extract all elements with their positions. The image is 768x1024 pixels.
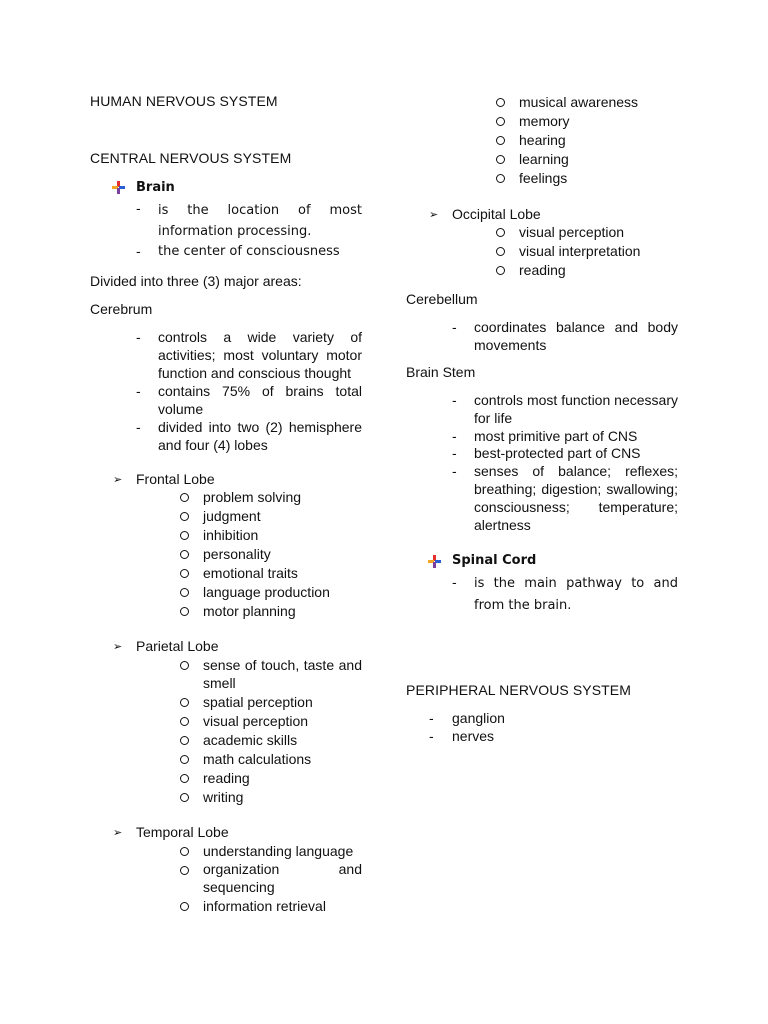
brain-point-2: the center of consciousness [158, 244, 340, 259]
dash-bullet: - [136, 202, 141, 217]
cns-heading: CENTRAL NERVOUS SYSTEM [90, 150, 292, 166]
hollow-circle-icon [180, 866, 189, 875]
parietal-item: visual perception [203, 713, 309, 729]
arrow-icon: ➢ [113, 474, 123, 486]
hollow-circle-icon [180, 493, 189, 502]
occipital-item: visual interpretation [519, 243, 641, 259]
frontal-lobe-label: Frontal Lobe [136, 471, 215, 487]
temporal-item: learning [519, 151, 569, 167]
parietal-item: spatial perception [203, 694, 313, 710]
hollow-circle-icon [496, 174, 505, 183]
occipital-item: reading [519, 262, 566, 278]
dash-bullet: - [136, 383, 141, 399]
frontal-item: problem solving [203, 489, 302, 505]
brainstem-point-3: best-protected part of CNS [474, 445, 641, 461]
pns-item: nerves [452, 728, 495, 744]
hollow-circle-icon [180, 607, 189, 616]
dash-bullet: - [452, 319, 457, 335]
dash-bullet: - [429, 728, 434, 744]
brainstem-point-1: controls most function necessary for life [474, 392, 678, 426]
hollow-circle-icon [496, 247, 505, 256]
pns-heading: PERIPHERAL NERVOUS SYSTEM [406, 682, 632, 698]
cerebrum-point-3: divided into two (2) hemisphere and four (4) lobes [158, 419, 362, 453]
temporal-item: understanding language [203, 843, 354, 859]
brain-point-1: is the location of most information processing. [158, 203, 362, 239]
parietal-lobe-label: Parietal Lobe [136, 638, 219, 654]
parietal-item: academic skills [203, 732, 298, 748]
dash-bullet: - [452, 445, 457, 461]
temporal-item: musical awareness [519, 94, 639, 110]
hollow-circle-icon [496, 117, 505, 126]
hollow-circle-icon [496, 136, 505, 145]
brainstem-point-2: most primitive part of CNS [474, 428, 638, 444]
frontal-item: language production [203, 584, 330, 600]
hollow-circle-icon [180, 755, 189, 764]
frontal-item: emotional traits [203, 565, 298, 581]
hollow-circle-icon [180, 902, 189, 911]
hollow-circle-icon [180, 698, 189, 707]
temporal-lobe-label: Temporal Lobe [136, 824, 229, 840]
pns-item: ganglion [452, 710, 505, 726]
cerebrum-point-2: contains 75% of brains total volume [158, 383, 362, 417]
brainstem-label: Brain Stem [406, 364, 476, 380]
dash-bullet: - [136, 329, 141, 345]
hollow-circle-icon [496, 228, 505, 237]
hollow-circle-icon [496, 155, 505, 164]
temporal-item: memory [519, 113, 570, 129]
frontal-item: judgment [203, 508, 261, 524]
frontal-item: inhibition [203, 527, 259, 543]
hollow-circle-icon [180, 774, 189, 783]
hollow-circle-icon [180, 588, 189, 597]
dash-bullet: - [452, 392, 457, 408]
arrow-icon: ➢ [429, 209, 439, 221]
temporal-item: hearing [519, 132, 566, 148]
occipital-item: visual perception [519, 224, 625, 240]
document-title: HUMAN NERVOUS SYSTEM [90, 93, 278, 109]
dash-bullet: - [452, 463, 457, 479]
hollow-circle-icon [180, 793, 189, 802]
frontal-item: personality [203, 546, 271, 562]
dash-bullet: - [136, 245, 141, 260]
hollow-circle-icon [180, 717, 189, 726]
occipital-lobe-label: Occipital Lobe [452, 206, 541, 222]
arrow-icon: ➢ [113, 827, 123, 839]
brain-label: Brain [136, 180, 175, 195]
frontal-item: motor planning [203, 603, 296, 619]
hollow-circle-icon [496, 266, 505, 275]
parietal-item: sense of touch, taste and smell [203, 657, 362, 691]
cerebrum-label: Cerebrum [90, 301, 153, 317]
divided-text: Divided into three (3) major areas: [90, 273, 302, 289]
temporal-item: organization and sequencing [203, 861, 362, 895]
dash-bullet: - [452, 576, 457, 591]
dash-bullet: - [429, 710, 434, 726]
fleur-icon [428, 555, 442, 569]
cerebrum-point-1: controls a wide variety of activities; most voluntary motor function and conscious thought [158, 329, 362, 381]
cerebellum-label: Cerebellum [406, 291, 478, 307]
dash-bullet: - [136, 419, 141, 435]
temporal-item: information retrieval [203, 898, 326, 914]
parietal-item: math calculations [203, 751, 312, 767]
cerebellum-point: coordinates balance and body movements [474, 319, 678, 353]
dash-bullet: - [452, 428, 457, 444]
brainstem-point-4: senses of balance; reflexes; breathing; digestion; swallowing; consciousness; temperature; alertness [474, 463, 678, 533]
parietal-item: reading [203, 770, 250, 786]
arrow-icon: ➢ [113, 641, 123, 653]
hollow-circle-icon [496, 98, 505, 107]
hollow-circle-icon [180, 550, 189, 559]
hollow-circle-icon [180, 736, 189, 745]
parietal-item: writing [203, 789, 244, 805]
hollow-circle-icon [180, 661, 189, 670]
hollow-circle-icon [180, 531, 189, 540]
hollow-circle-icon [180, 512, 189, 521]
hollow-circle-icon [180, 847, 189, 856]
spinal-point: is the main pathway to and from the brain. [474, 576, 678, 613]
temporal-item: feelings [519, 170, 568, 186]
fleur-icon [112, 181, 126, 195]
hollow-circle-icon [180, 569, 189, 578]
spinal-cord-label: Spinal Cord [452, 553, 537, 568]
